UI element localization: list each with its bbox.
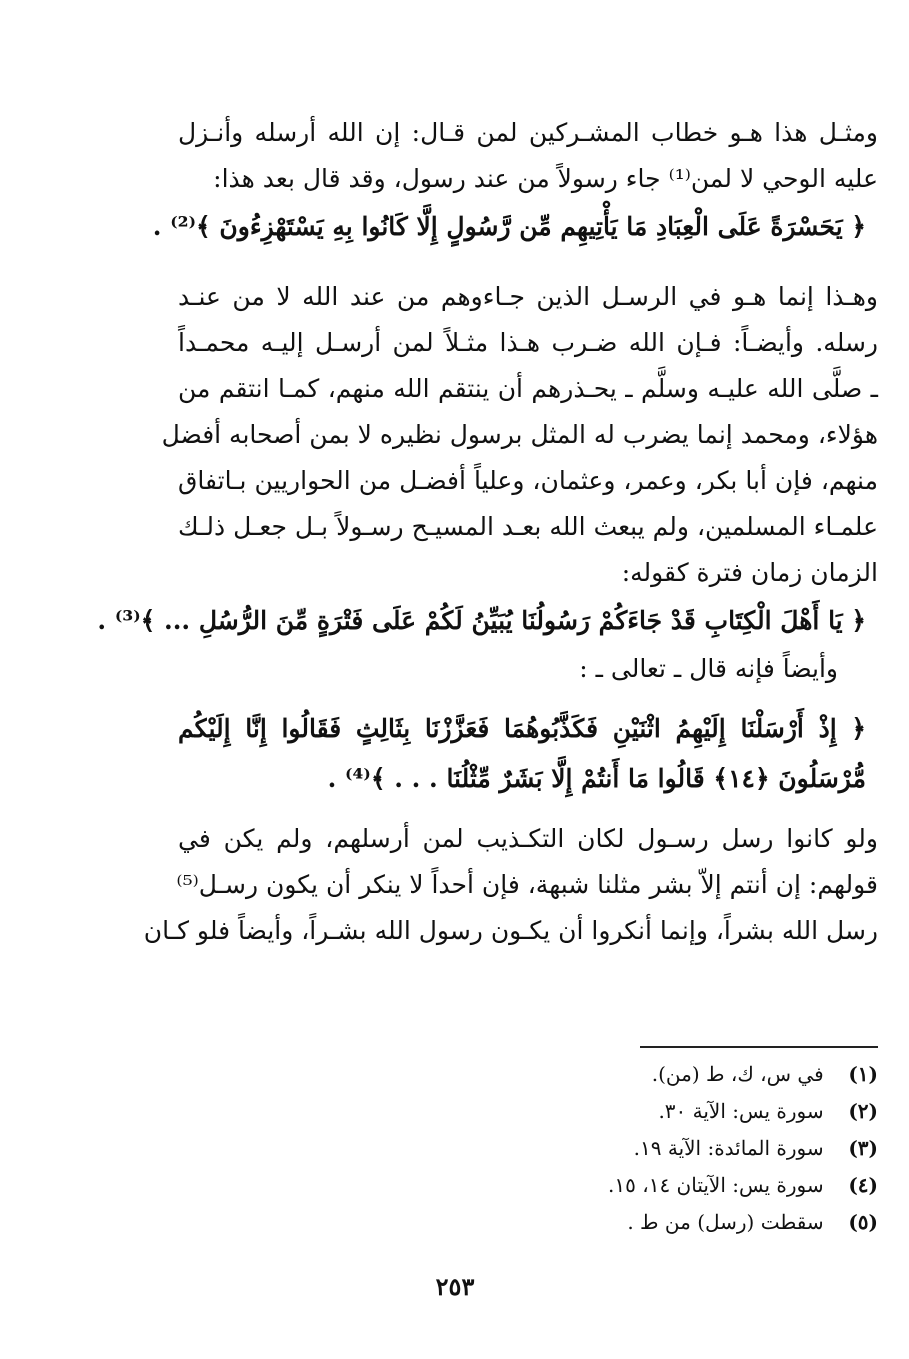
footnote-text: في س، ك، ط (من). <box>651 1062 824 1086</box>
verse-2: ﴿ يَا أَهْلَ الْكِتَابِ قَدْ جَاءَكُمْ رَسُولُنَا يُبَيِّنُ لَكُمْ عَلَى فَتْرَةٍ مِّنَ الرُّسُلِ ... ﴾⁽³⁾ . <box>97 606 866 635</box>
footnote-number: (٥) <box>848 1210 878 1234</box>
footnote-text: سقطت (رسل) من ط . <box>627 1210 824 1234</box>
para1-line-1: ومثـل هذا هـو خطاب المشـركين لمن قـال: إن الله أرسله وأنـزل <box>178 118 878 147</box>
main-text <box>97 110 878 954</box>
footnote-text: سورة يس: الآيتان ١٤، ١٥. <box>608 1173 824 1197</box>
footnote-3 <box>360 1130 878 1167</box>
footnote-2 <box>360 1093 878 1130</box>
para3-line: وأيضاً فإنه قال ـ تعالى ـ : <box>579 654 838 683</box>
verse-3-line-1: ﴿ إِذْ أَرْسَلْنَا إِلَيْهِمُ اثْنَيْنِ فَكَذَّبُوهُمَا فَعَزَّزْنَا بِثَالِثٍ فَقَالُوا إِنَّا إِلَيْكُم <box>178 714 866 743</box>
para1-line-2: عليه الوحي لا لمن⁽¹⁾ جاء رسولاً من عند رسول، وقد قال بعد هذا: <box>213 164 878 193</box>
para2-line-5: منهم، فإن أبا بكر، وعمر، وعثمان، وعلياً أفضـل من الحواريين بـاتفاق <box>178 466 878 495</box>
para2-line-3: ـ صلَّى الله عليـه وسلَّم ـ يحـذرهم أن ينتقم الله منهم، كمـا انتقم من <box>178 374 878 403</box>
footnote-number: (٣) <box>848 1136 878 1160</box>
footnote-text: سورة المائدة: الآية ١٩. <box>633 1136 824 1160</box>
spacer <box>178 804 878 816</box>
verse-1: ﴿ يَحَسْرَةً عَلَى الْعِبَادِ مَا يَأْتِيهِم مِّن رَّسُولٍ إِلَّا كَانُوا بِهِ يَسْتَهْزِءُونَ ﴾⁽²⁾ . <box>152 212 866 241</box>
spacer <box>178 252 878 274</box>
para2-line-1: وهـذا إنما هـو في الرسـل الذين جـاءوهم من عند الله لا من عنـد <box>178 282 878 311</box>
footnote-1 <box>360 1056 878 1093</box>
spacer <box>178 692 878 704</box>
footnote-number: (٤) <box>848 1173 878 1197</box>
footnote-number: (٢) <box>848 1099 878 1123</box>
page-number: ٢٥٣ <box>435 1272 475 1301</box>
footnotes <box>360 1056 878 1241</box>
para2-line-2: رسله. وأيضـاً: فـإن الله ضـرب هـذا مثـلاً لمن أرسـل إليـه محمـداً <box>178 328 878 357</box>
footnote-5 <box>360 1204 878 1241</box>
footnote-text: سورة يس: الآية ٣٠. <box>658 1099 824 1123</box>
para2-line-6: علمـاء المسلمين، ولم يبعث الله بعـد المسيـح رسـولاً بـل جعـل ذلـك <box>178 512 878 541</box>
footnote-number: (١) <box>848 1062 878 1086</box>
verse-3-line-2: مُّرْسَلُونَ ﴿١٤﴾ قَالُوا مَا أَنتُمْ إِلَّا بَشَرٌ مِّثْلُنَا . . . ﴾⁽⁴⁾ . <box>327 764 866 793</box>
para4-line-1: ولو كانوا رسل رسـول لكان التكـذيب لمن أرسلهم، ولم يكن في <box>178 824 878 853</box>
para2-line-7: الزمان زمان فترة كقوله: <box>621 558 878 587</box>
para4-line-2: قولهم: إن أنتم إلاّ بشر مثلنا شبهة، فإن أحداً لا ينكر أن يكون رسـل⁽⁵⁾ <box>176 870 878 899</box>
para2-line-4: هؤلاء، ومحمد إنما يضرب له المثل برسول نظيره لا بمن أصحابه أفضل <box>161 420 878 449</box>
footnote-4 <box>360 1167 878 1204</box>
para4-line-3: رسل الله بشراً، وإنما أنكروا أن يكـون رسول الله بشـراً، وأيضاً فلو كـان <box>143 916 878 945</box>
footnote-divider <box>640 1046 878 1048</box>
